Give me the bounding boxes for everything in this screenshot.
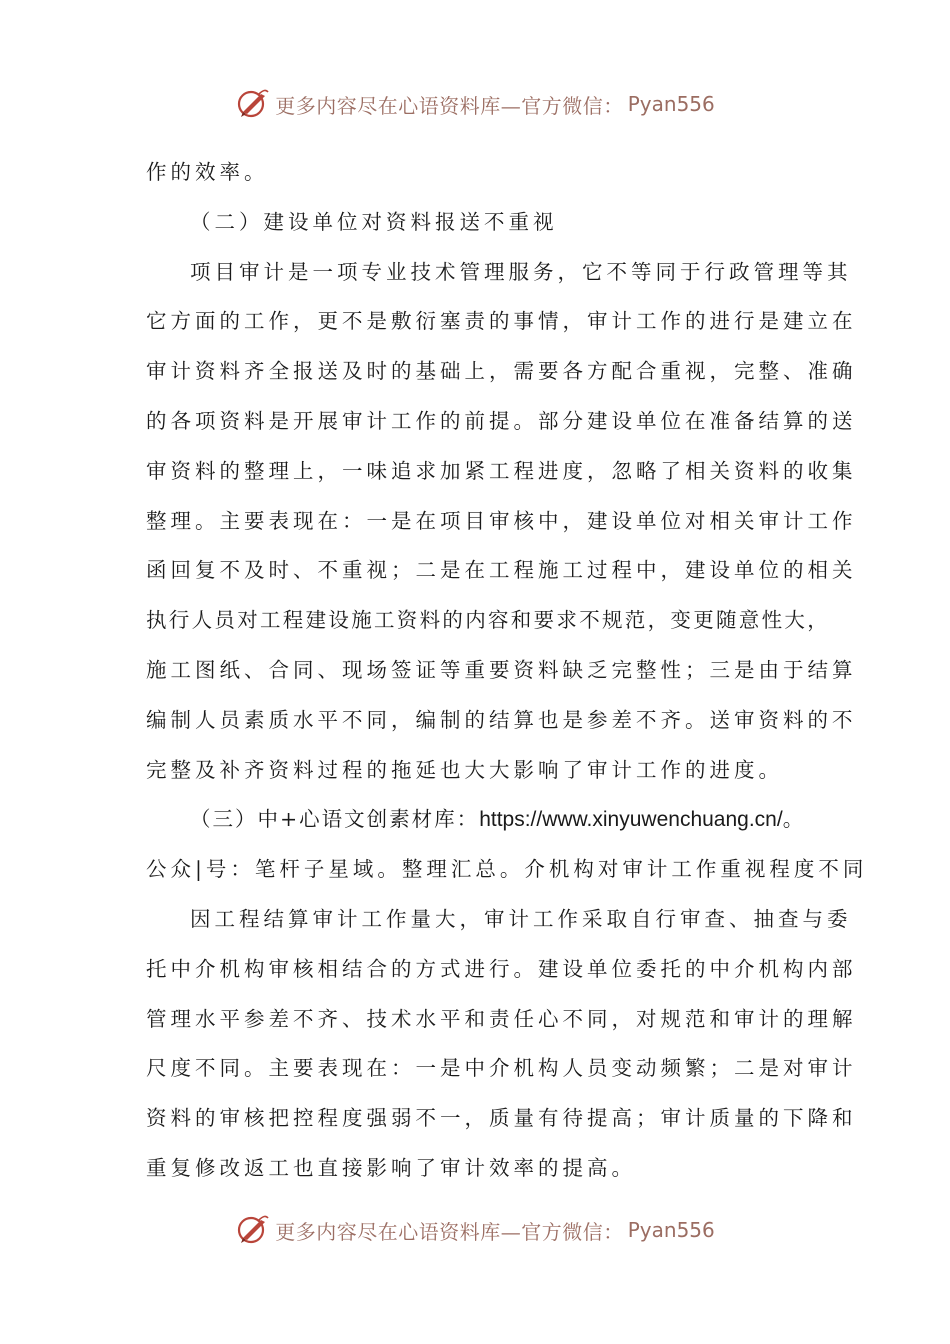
pen-logo-icon [235,1212,271,1248]
text-line: 它方面的工作，更不是敷衍塞责的事情，审计工作的进行是建立在 [146,309,857,334]
banner-wechat-id: Pyan556 [627,92,715,116]
text-line: 的各项资料是开展审计工作的前提。部分建设单位在准备结算的送 [146,408,857,433]
text-line: 尺度不同。主要表现在：一是中介机构人员变动频繁；二是对审计 [146,1056,857,1081]
text-line: 施工图纸、合同、现场签证等重要资料缺乏完整性；三是由于结算 [146,657,857,682]
text-line: 函回复不及时、不重视；二是在工程施工过程中，建设单位的相关 [146,558,857,583]
header-banner [0,84,950,124]
banner-text: 更多内容尽在心语资料库—官方微信： [275,1219,624,1244]
text-line: 作的效率。 [146,160,269,184]
banner-wechat-id: Pyan556 [627,1218,715,1242]
text-line: 资料的审核把控程度强弱不一，质量有待提高；审计质量的下降和 [146,1106,857,1131]
text-line: 因工程结算审计工作量大，审计工作采取自行审查、抽查与委 [190,906,852,931]
text-line: 审计资料齐全报送及时的基础上，需要各方配合重视，完整、准确 [146,359,857,384]
document-body [146,148,868,1194]
heading-suffix: 。 [782,807,806,832]
text-line: 执行人员对工程建设施工资料的内容和要求不规范，变更随意性大， [146,608,830,633]
website-link[interactable]: https://www.xinyuwenchuang.cn/ [479,808,783,832]
section-heading [146,795,808,845]
pen-logo-icon [235,86,271,122]
text-line: 托中介机构审核相结合的方式进行。建设单位委托的中介机构内部 [146,956,857,981]
footer-banner [0,1210,950,1250]
text-line: 公众|号：笔杆子星域。整理汇总。介机构对审计工作重视程度不同 [146,857,868,882]
section-heading: （二）建设单位对资料报送不重视 [190,209,558,234]
text-line: 项目审计是一项专业技术管理服务，它不等同于行政管理等其 [190,259,852,284]
text-line: 完整及补齐资料过程的拖延也大大影响了审计工作的进度。 [146,757,783,782]
text-line: 整理。主要表现在：一是在项目审核中，建设单位对相关审计工作 [146,508,857,533]
text-line: 编制人员素质水平不同，编制的结算也是参差不齐。送审资料的不 [146,707,857,732]
banner-text: 更多内容尽在心语资料库—官方微信： [275,93,624,118]
text-line: 管理水平参差不齐、技术水平和责任心不同，对规范和审计的理解 [146,1006,857,1031]
text-line: 重复修改返工也直接影响了审计效率的提高。 [146,1155,636,1180]
text-line: 审资料的整理上，一味追求加紧工程进度，忽略了相关资料的收集 [146,458,857,483]
heading-prefix: （三）中+心语文创素材库： [190,807,480,832]
